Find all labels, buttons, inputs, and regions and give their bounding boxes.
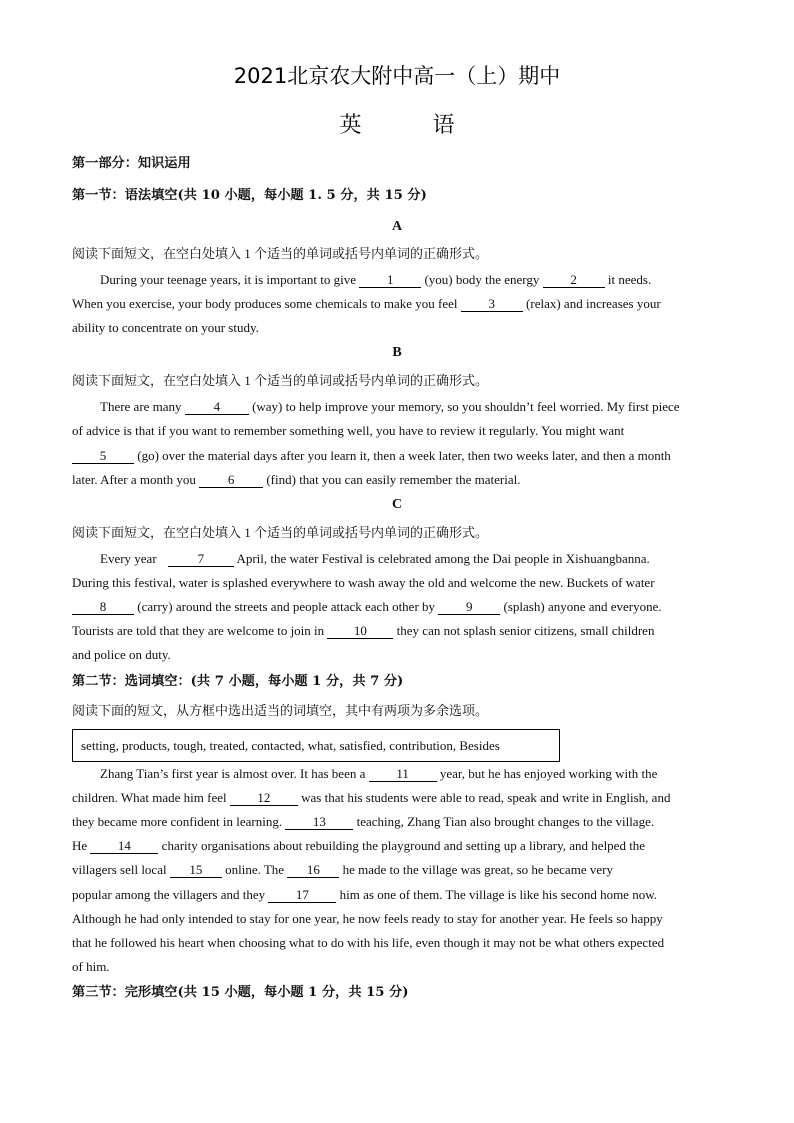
passage-a-line [72,296,661,312]
text: (relax) and increases your [522,296,661,311]
word-box [72,729,560,762]
text: April, the water Festival is celebrated among the Dai people in Xishuangbanna. [233,551,650,566]
blank-6[interactable]: 6 [199,473,263,488]
text: Every year [100,551,160,566]
passage-b-line [100,399,680,415]
passage-2-line: that he followed his heart when choosing what to do with his life, even though it may not be what others expected [72,935,665,950]
section1-heading: 第一节：语法填空(共 10 小题，每小题 1. 5 分，共 15 分) [72,188,427,203]
passage-b-line [72,448,671,464]
passage-a-line [100,272,651,288]
passage-a-label: A [391,219,403,234]
text: When you exercise, your body produces some chemicals to make you feel [72,296,461,311]
section2-heading: 第二节：选词填空：(共 7 小题，每小题 1 分，共 7 分) [72,674,404,689]
blank-14[interactable]: 14 [90,839,158,854]
blank-15[interactable]: 15 [170,863,222,878]
text: teaching, Zhang Tian also brought changes to the village. [353,814,655,829]
blank-3[interactable]: 3 [461,297,523,312]
passage-2-line: Although he had only intended to stay for one year, he now feels ready to stay for another year. He feels so happy [72,911,663,926]
blank-12[interactable]: 12 [230,791,298,806]
text: (find) that you can easily remember the material. [263,472,521,487]
text: Zhang Tian’s first year is almost over. It has been a [100,766,369,781]
blank-16[interactable]: 16 [287,863,339,878]
text: popular among the villagers and they [72,887,269,902]
passage-2-line [72,814,654,830]
passage-c-line [72,623,654,639]
text: online. The [221,862,288,877]
subject-title: 英 语 [339,113,487,138]
passage-2-line [100,766,657,782]
text: was that his students were able to read, speak and write in English, and [297,790,671,805]
text: (you) body the energy [421,272,543,287]
passage-2-line: of him. [72,959,110,974]
text: He [72,838,91,853]
text: (carry) around the streets and people attack each other by [134,599,439,614]
passage-b-line [72,472,520,488]
text: During your teenage years, it is important to give [100,272,360,287]
passage-b-label: B [392,345,402,360]
passage-b-line: of advice is that if you want to remember something well, you have to review it regularly. You might want [72,423,625,438]
passage-c-line: During this festival, water is splashed everywhere to wash away the old and welcome the new. Buckets of water [72,575,655,590]
text: (splash) anyone and everyone. [500,599,662,614]
section2-instruction: 阅读下面的短文，从方框中选出适当的词填空，其中有两项为多余选项。 [72,703,489,718]
passage-2-line [72,790,670,806]
exam-title: 2021北京农大附中高一（上）期中 [233,64,561,88]
passage-2-line [72,862,613,878]
blank-2[interactable]: 2 [543,273,605,288]
text: year, but he has enjoyed working with the [436,766,658,781]
blank-4[interactable]: 4 [185,400,249,415]
blank-1[interactable]: 1 [359,273,421,288]
passage-b-instruction: 阅读下面短文，在空白处填入 1 个适当的单词或括号内单词的正确形式。 [72,373,489,388]
blank-13[interactable]: 13 [285,815,353,830]
text: he made to the village was great, so he became very [339,862,613,877]
section3-heading: 第三节：完形填空(共 15 小题，每小题 1 分，共 15 分) [72,985,409,1000]
text: Tourists are told that they are welcome to join in [72,623,328,638]
blank-17[interactable]: 17 [268,888,336,903]
passage-c-line [100,551,650,567]
text: There are many [100,399,185,414]
text: they can not splash senior citizens, small children [393,623,655,638]
passage-a-instruction: 阅读下面短文，在空白处填入 1 个适当的单词或括号内单词的正确形式。 [72,246,489,261]
text: children. What made him feel [72,790,230,805]
text: charity organisations about rebuilding the playground and setting up a library, and helped the [158,838,646,853]
passage-c-instruction: 阅读下面短文，在空白处填入 1 个适当的单词或括号内单词的正确形式。 [72,525,489,540]
passage-c-label: C [391,497,403,512]
text: later. After a month you [72,472,200,487]
text: villagers sell local [72,862,170,877]
text: (way) to help improve your memory, so you shouldn’t feel worried. My first piece [248,399,680,414]
blank-10[interactable]: 10 [327,624,393,639]
passage-c-line: and police on duty. [72,647,171,662]
word-box-text: setting, products, tough, treated, contacted, what, satisfied, contribution, Besides [81,738,500,753]
part1-heading: 第一部分：知识运用 [72,156,191,171]
blank-5[interactable]: 5 [72,449,134,464]
passage-c-line [72,599,662,615]
blank-7[interactable]: 7 [168,552,234,567]
text: it needs. [604,272,652,287]
passage-a-line: ability to concentrate on your study. [72,320,259,335]
text: they became more confident in learning. [72,814,286,829]
text: (go) over the material days after you learn it, then a week later, then two weeks later, and then a month [134,448,671,463]
blank-9[interactable]: 9 [438,600,500,615]
passage-2-line [72,838,645,854]
passage-2-line [72,887,657,903]
blank-11[interactable]: 11 [369,767,437,782]
text: him as one of them. The village is like his second home now. [336,887,657,902]
blank-8[interactable]: 8 [72,600,134,615]
